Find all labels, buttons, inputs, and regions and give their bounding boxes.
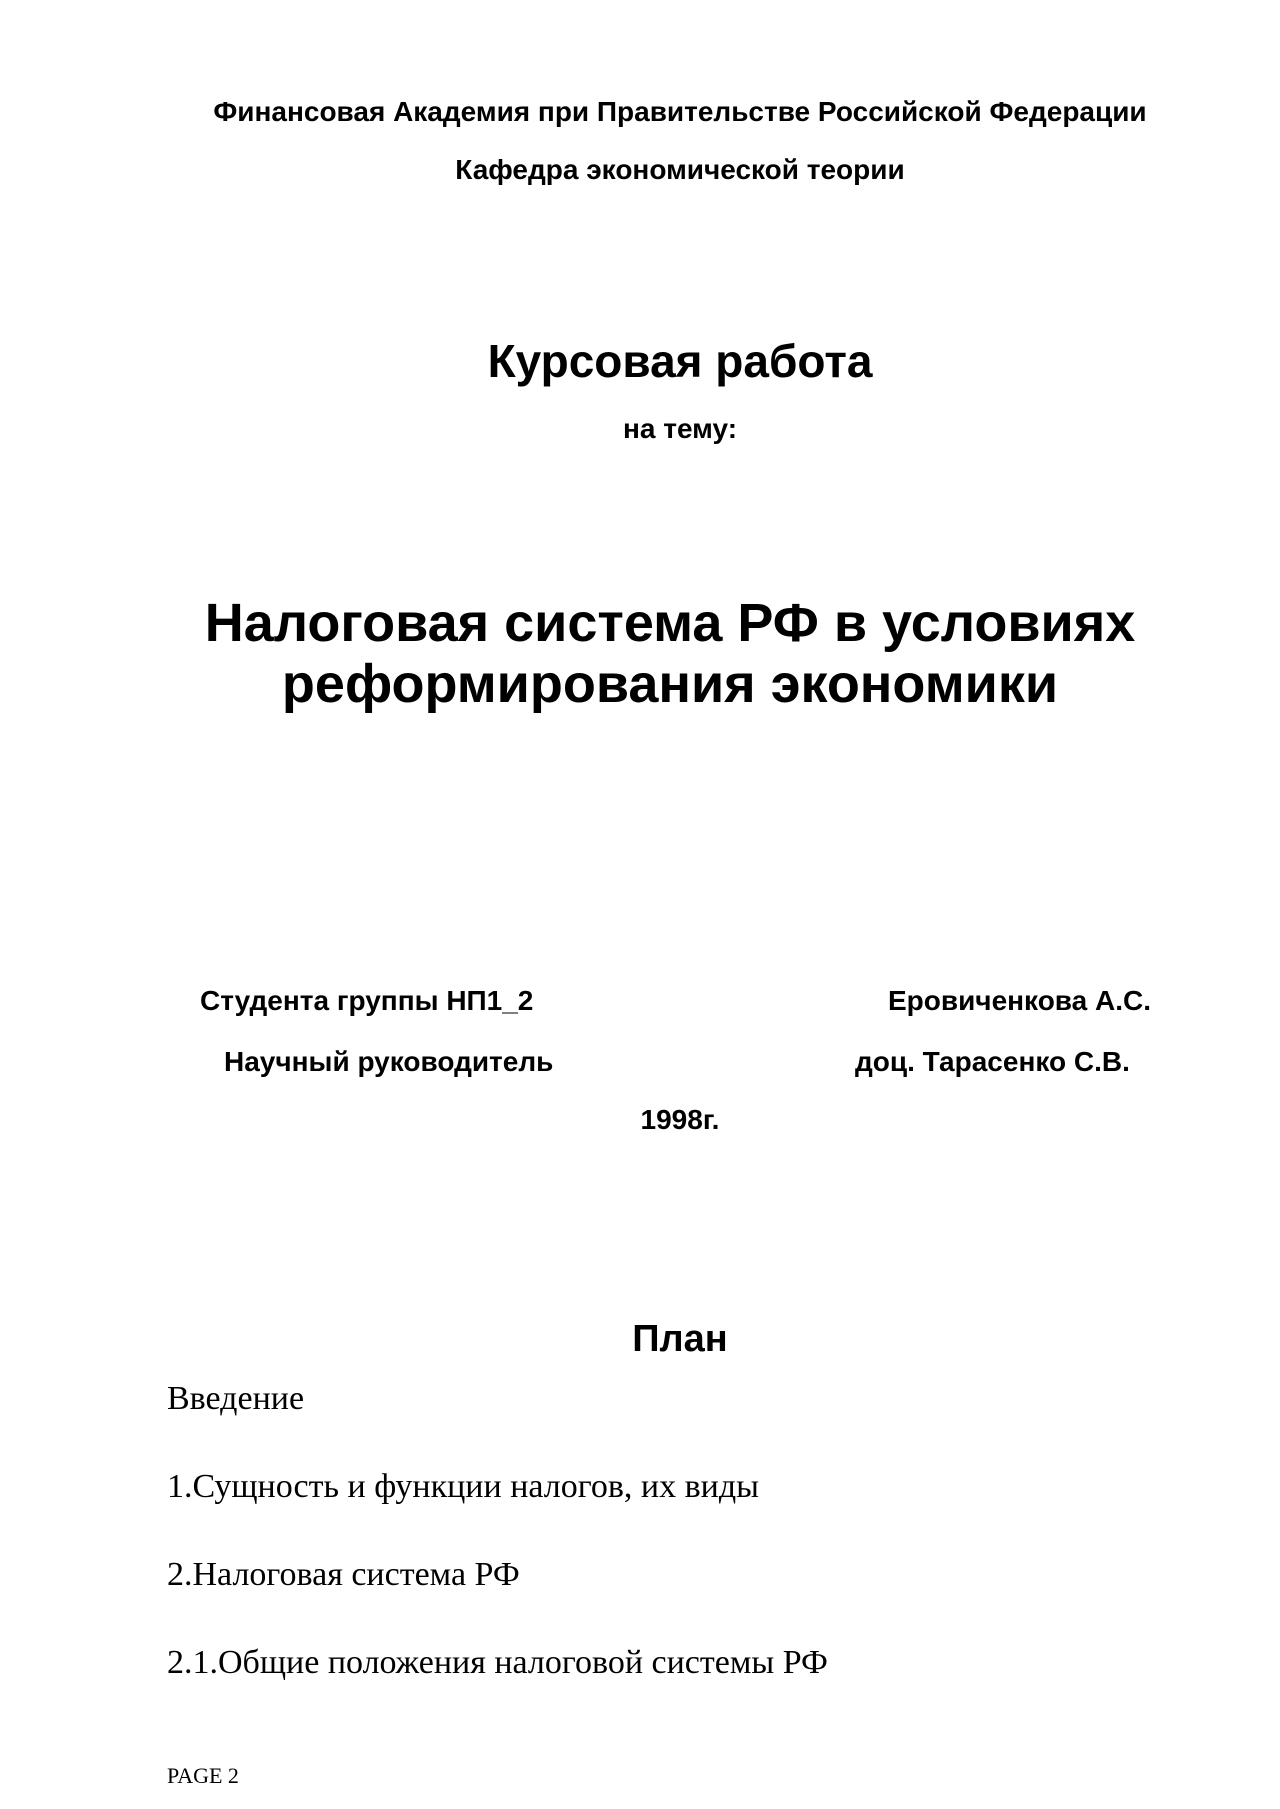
topic-title — [30, 593, 1280, 715]
year: 1998г. — [640, 1104, 720, 1135]
page-number: PAGE 2 — [167, 1763, 239, 1788]
topic-line-2: реформирования экономики — [281, 654, 1059, 714]
plan-heading: План — [632, 1318, 728, 1360]
institution-name: Финансовая Академия при Правительстве Российской Федерации — [213, 96, 1147, 127]
advisor-name: доц. Тарасенко С.В. — [855, 1046, 1130, 1077]
toc-item: 2.1.Общие положения налоговой системы РФ — [167, 1644, 828, 1681]
advisor-label: Научный руководитель — [224, 1046, 554, 1077]
department-name: Кафедра экономической теории — [455, 154, 905, 185]
toc-item: 2.Налоговая система РФ — [167, 1556, 520, 1593]
student-label: Студента группы НП1_2 — [200, 985, 534, 1016]
topic-line-1: Налоговая система РФ в условиях — [204, 593, 1136, 653]
student-name: Еровиченкова А.С. — [888, 985, 1151, 1016]
document-title: Курсовая работа — [487, 335, 873, 387]
toc-item: Введение — [167, 1380, 305, 1417]
toc-item: 1.Сущность и функции налогов, их виды — [167, 1468, 759, 1505]
document-subtitle: на тему: — [622, 413, 738, 444]
